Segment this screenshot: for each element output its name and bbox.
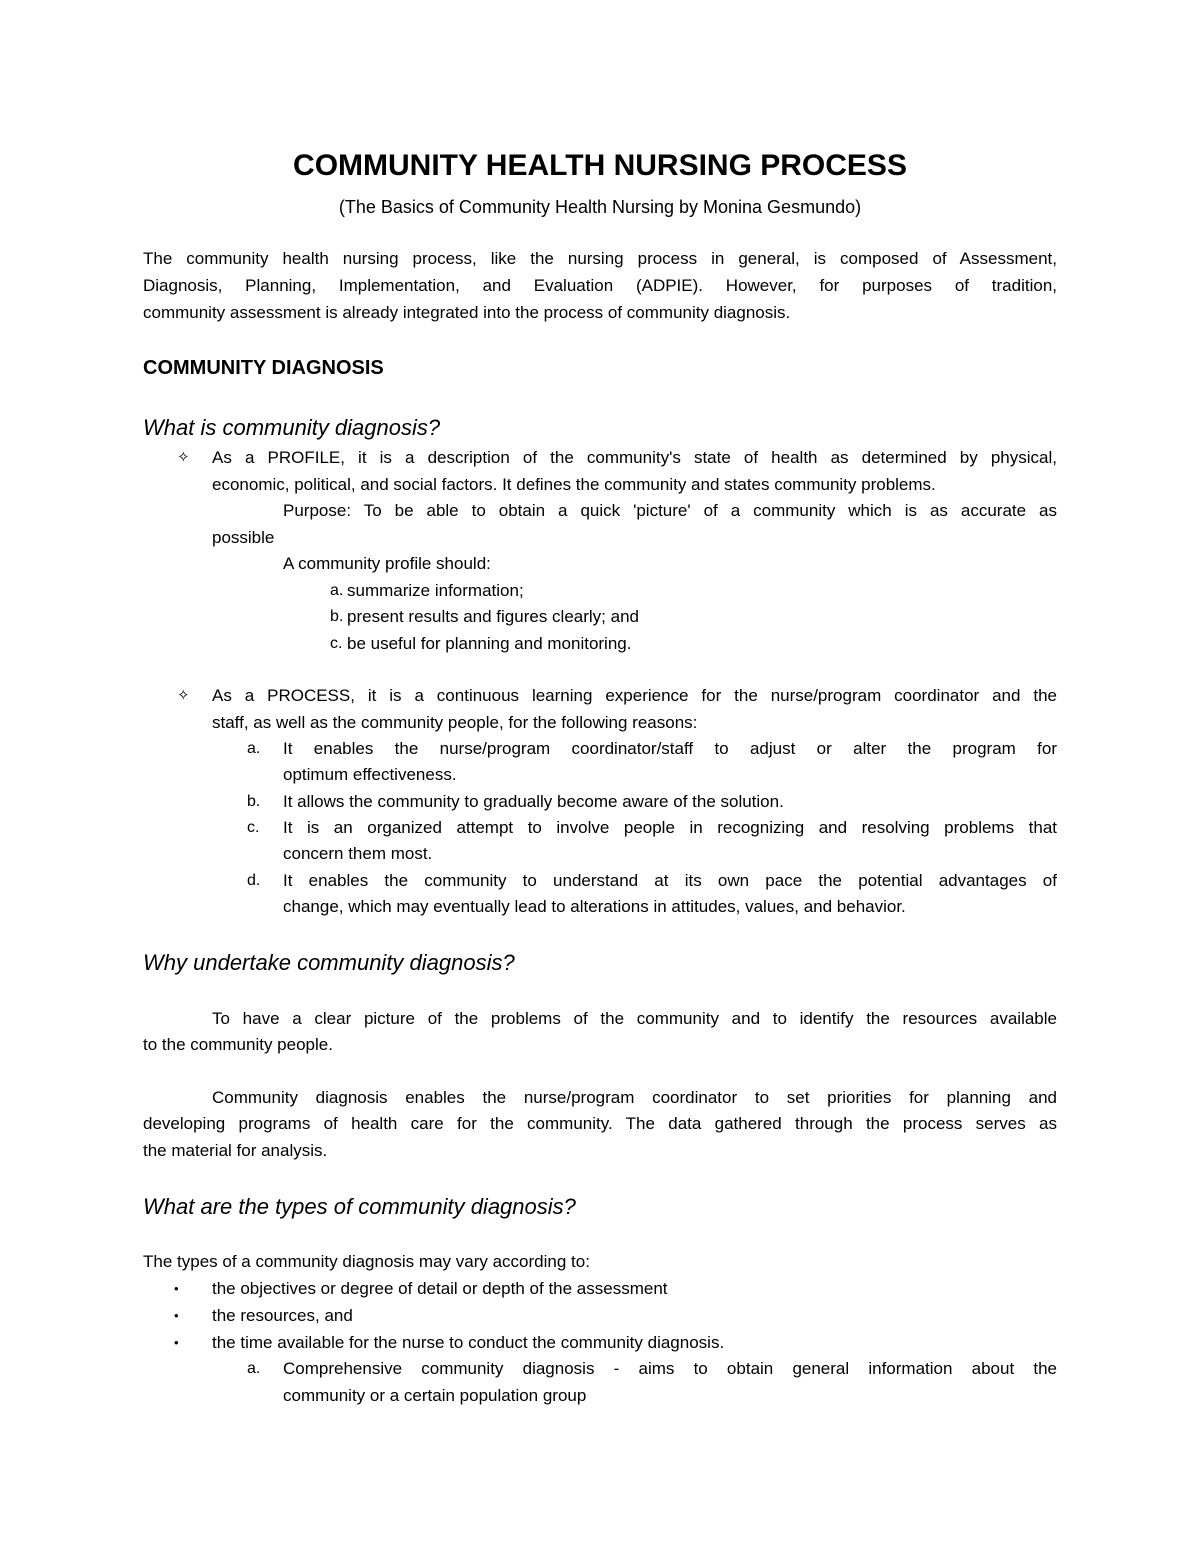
process-item-marker: a. bbox=[247, 740, 261, 757]
question-heading-what-is: What is community diagnosis? bbox=[143, 415, 441, 440]
process-item-line-1: It allows the community to gradually become aware of the solution. bbox=[283, 792, 784, 811]
types-sub-item-marker: a. bbox=[247, 1360, 261, 1377]
diamond-bullet-icon: ✧ bbox=[177, 687, 190, 704]
document-subtitle: (The Basics of Community Health Nursing by Monina Gesmundo) bbox=[338, 197, 862, 217]
profile-item-marker: b. bbox=[330, 608, 344, 625]
why-paragraph-2-line-2: developing programs of health care for the community. The data gathered through the process serves as bbox=[143, 1114, 1057, 1133]
intro-line-1: The community health nursing process, like the nursing process in general, is composed of Assessment, bbox=[143, 249, 1057, 268]
why-paragraph-1-line-1: To have a clear picture of the problems of the community and to identify the resources available bbox=[212, 1009, 1057, 1028]
types-sub-item-line-2: community or a certain population group bbox=[283, 1386, 587, 1405]
profile-item-text: be useful for planning and monitoring. bbox=[347, 634, 632, 653]
process-item-marker: c. bbox=[247, 819, 260, 836]
question-heading-why: Why undertake community diagnosis? bbox=[143, 950, 515, 975]
types-bullet-item: the resources, and bbox=[212, 1306, 353, 1325]
why-paragraph-2-line-3: the material for analysis. bbox=[143, 1141, 328, 1160]
profile-item-text: summarize information; bbox=[347, 581, 524, 600]
process-item-line-1: It is an organized attempt to involve people in recognizing and resolving problems that bbox=[283, 818, 1057, 837]
profile-item-marker: c. bbox=[330, 635, 343, 652]
bullet-icon: • bbox=[174, 1308, 179, 1323]
profile-line-2: economic, political, and social factors. It defines the community and states community problems. bbox=[212, 475, 936, 494]
intro-line-2: Diagnosis, Planning, Implementation, and Evaluation (ADPIE). However, for purposes of tradition, bbox=[143, 276, 1057, 295]
profile-purpose-line-1: Purpose: To be able to obtain a quick 'picture' of a community which is as accurate as bbox=[283, 501, 1057, 520]
bullet-icon: • bbox=[174, 1335, 179, 1350]
profile-item-marker: a. bbox=[330, 582, 344, 599]
profile-should-lead: A community profile should: bbox=[283, 554, 491, 573]
types-lead: The types of a community diagnosis may vary according to: bbox=[143, 1252, 590, 1271]
diamond-bullet-icon: ✧ bbox=[177, 449, 190, 466]
bullet-icon: • bbox=[174, 1281, 179, 1296]
why-paragraph-1-line-2: to the community people. bbox=[143, 1035, 333, 1054]
profile-purpose-line-2: possible bbox=[212, 528, 275, 547]
profile-line-1: As a PROFILE, it is a description of the community's state of health as determined by physical, bbox=[212, 448, 1057, 467]
why-paragraph-2-line-1: Community diagnosis enables the nurse/program coordinator to set priorities for planning and bbox=[212, 1088, 1057, 1107]
types-bullet-item: the objectives or degree of detail or depth of the assessment bbox=[212, 1279, 668, 1298]
process-item-line-2: change, which may eventually lead to alterations in attitudes, values, and behavior. bbox=[283, 897, 906, 916]
process-item-line-1: It enables the nurse/program coordinator/staff to adjust or alter the program for bbox=[283, 739, 1057, 758]
intro-line-3: community assessment is already integrated into the process of community diagnosis. bbox=[143, 303, 791, 322]
process-item-line-2: concern them most. bbox=[283, 844, 433, 863]
types-sub-item-line-1: Comprehensive community diagnosis - aims to obtain general information about the bbox=[283, 1359, 1057, 1378]
process-item-line-2: optimum effectiveness. bbox=[283, 765, 457, 784]
question-heading-types: What are the types of community diagnosis? bbox=[143, 1194, 576, 1219]
profile-item-text: present results and figures clearly; and bbox=[347, 607, 639, 626]
process-line-2: staff, as well as the community people, for the following reasons: bbox=[212, 713, 698, 732]
process-item-line-1: It enables the community to understand at its own pace the potential advantages of bbox=[283, 871, 1057, 890]
process-item-marker: b. bbox=[247, 793, 261, 810]
document-title: COMMUNITY HEALTH NURSING PROCESS bbox=[293, 149, 907, 182]
process-line-1: As a PROCESS, it is a continuous learning experience for the nurse/program coordinator and the bbox=[212, 686, 1057, 705]
types-bullet-item: the time available for the nurse to conduct the community diagnosis. bbox=[212, 1333, 725, 1352]
section-heading-community-diagnosis: COMMUNITY DIAGNOSIS bbox=[143, 357, 384, 379]
process-item-marker: d. bbox=[247, 872, 261, 889]
